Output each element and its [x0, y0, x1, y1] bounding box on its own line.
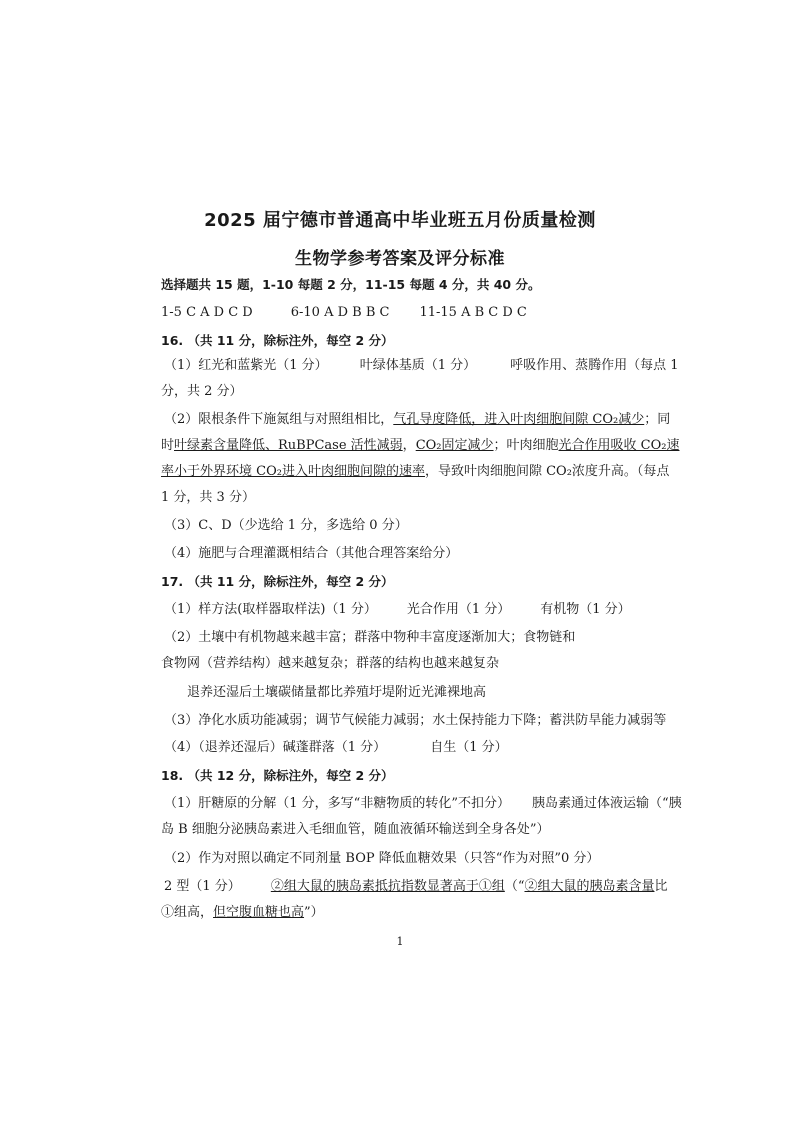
q16-p2-key-point: CO₂固定减少 [415, 438, 494, 453]
q16-p2-key-point: 叶绿素含量降低、RuBPCase 活性减弱 [174, 438, 403, 453]
q16-p1-c: 呼吸作用、蒸腾作用（每点 1 [510, 358, 679, 373]
q16-part4: （4）施肥与合理灌溉相结合（其他合理答案给分） [164, 546, 459, 561]
q17-part2-line2: 食物网（营养结构）越来越复杂；群落的结构也越来越复杂 [161, 656, 500, 671]
q16-p2-key-point: 气孔导度降低，进入叶肉细胞间隙 CO₂减少 [393, 412, 645, 427]
q17-p1-a: （1）样方法(取样器取样法)（1 分） [164, 602, 377, 617]
mc-answers-1-5: 1-5 C A D C D [161, 305, 253, 320]
q18-header: 18. （共 12 分，除标注外，每空 2 分） [161, 768, 394, 783]
q18-part1-line1 [164, 794, 682, 814]
q17-p1-b: 光合作用（1 分） [406, 602, 511, 617]
page-number: 1 [396, 935, 404, 948]
q16-p2-text: （2）限根条件下施氮组与对照组相比， [164, 412, 394, 427]
document-title: 2025 届宁德市普通高中毕业班五月份质量检测 [204, 210, 596, 231]
q18-p3-text: ”） [304, 905, 324, 920]
q18-p1-b: 胰岛素通过体液运输（“胰 [531, 796, 682, 811]
q16-part2-line2 [161, 436, 680, 456]
q16-p2-key-point: 率小于外界环境 CO₂进入叶肉细胞间隙的速率 [161, 464, 425, 479]
q17-part4 [164, 738, 650, 758]
q16-part1-cont: 分，共 2 分） [161, 384, 243, 399]
q16-part2-line1 [164, 410, 671, 430]
document-subtitle: 生物学参考答案及评分标准 [295, 249, 505, 269]
q18-p3-key-point: 但空腹血糖也高 [213, 905, 305, 920]
q17-header: 17. （共 11 分，除标注外，每空 2 分） [161, 574, 394, 589]
mc-header: 选择题共 15 题，1-10 每题 2 分，11-15 每题 4 分，共 40 分。 [161, 277, 541, 292]
q16-part2-line4: 1 分，共 3 分） [161, 490, 255, 505]
q18-part3-line1 [164, 877, 668, 897]
q16-p2-text: ；叶肉细胞 [493, 438, 559, 453]
q17-part1 [164, 600, 650, 620]
q18-part1-line2: 岛 B 细胞分泌胰岛素进入毛细血管，随血液循环输送到全身各处”） [161, 822, 550, 837]
q16-p2-text: ，导致叶肉细胞间隙 CO₂浓度升高。（每点 [424, 464, 670, 479]
q16-part1 [164, 356, 679, 376]
mc-answers-11-15: 11-15 A B C D C [419, 305, 527, 320]
q17-part2-line3: 退养还湿后土壤碳储量都比养殖圩堤附近光滩裸地高 [187, 685, 487, 700]
q18-p3-text: 比 [654, 879, 668, 894]
q16-header: 16. （共 11 分，除标注外，每空 2 分） [161, 333, 394, 348]
q18-part3-line2 [161, 903, 650, 923]
q17-part3: （3）净化水质功能减弱；调节气候能力减弱；水土保持能力下降；蓄洪防旱能力减弱等 [164, 713, 667, 728]
q18-part2: （2）作为对照以确定不同剂量 BOP 降低血糖效果（只答“作为对照”0 分） [164, 851, 600, 866]
q16-part2-line3 [161, 462, 670, 482]
q16-p1-b: 叶绿体基质（1 分） [359, 358, 477, 373]
q18-p3-key-point: ②组大鼠的胰岛素抵抗指数显著高于①组 [270, 879, 505, 894]
mc-answers [161, 303, 650, 323]
q17-p1-c: 有机物（1 分） [540, 602, 631, 617]
q18-p3-key-point: ②组大鼠的胰岛素含量 [524, 879, 655, 894]
q16-p2-text: ， [402, 438, 416, 453]
q16-p2-text: ；同 [644, 412, 671, 427]
q18-p3-text: ①组高， [161, 905, 214, 920]
q18-p3-text: 2 型（1 分） [164, 879, 241, 894]
q18-p1-a: （1）肝糖原的分解（1 分，多写“非糖物质的转化”不扣分） [164, 796, 510, 811]
q17-p4-b: 自生（1 分） [430, 740, 508, 755]
q16-p2-key-point: 光合作用吸收 CO₂速 [558, 438, 680, 453]
q18-p3-text: （“ [504, 879, 525, 894]
q17-p4-a: （4）（退养还湿后）碱蓬群落（1 分） [164, 740, 387, 755]
q16-part3: （3）C、D（少选给 1 分，多选给 0 分） [164, 518, 408, 533]
q16-p1-a: （1）红光和蓝紫光（1 分） [164, 358, 328, 373]
q16-p2-text: 时 [161, 438, 175, 453]
mc-answers-6-10: 6-10 A D B B C [290, 305, 390, 320]
q17-part2-line1: （2）土壤中有机物越来越丰富；群落中物种丰富度逐渐加大；食物链和 [164, 630, 576, 645]
